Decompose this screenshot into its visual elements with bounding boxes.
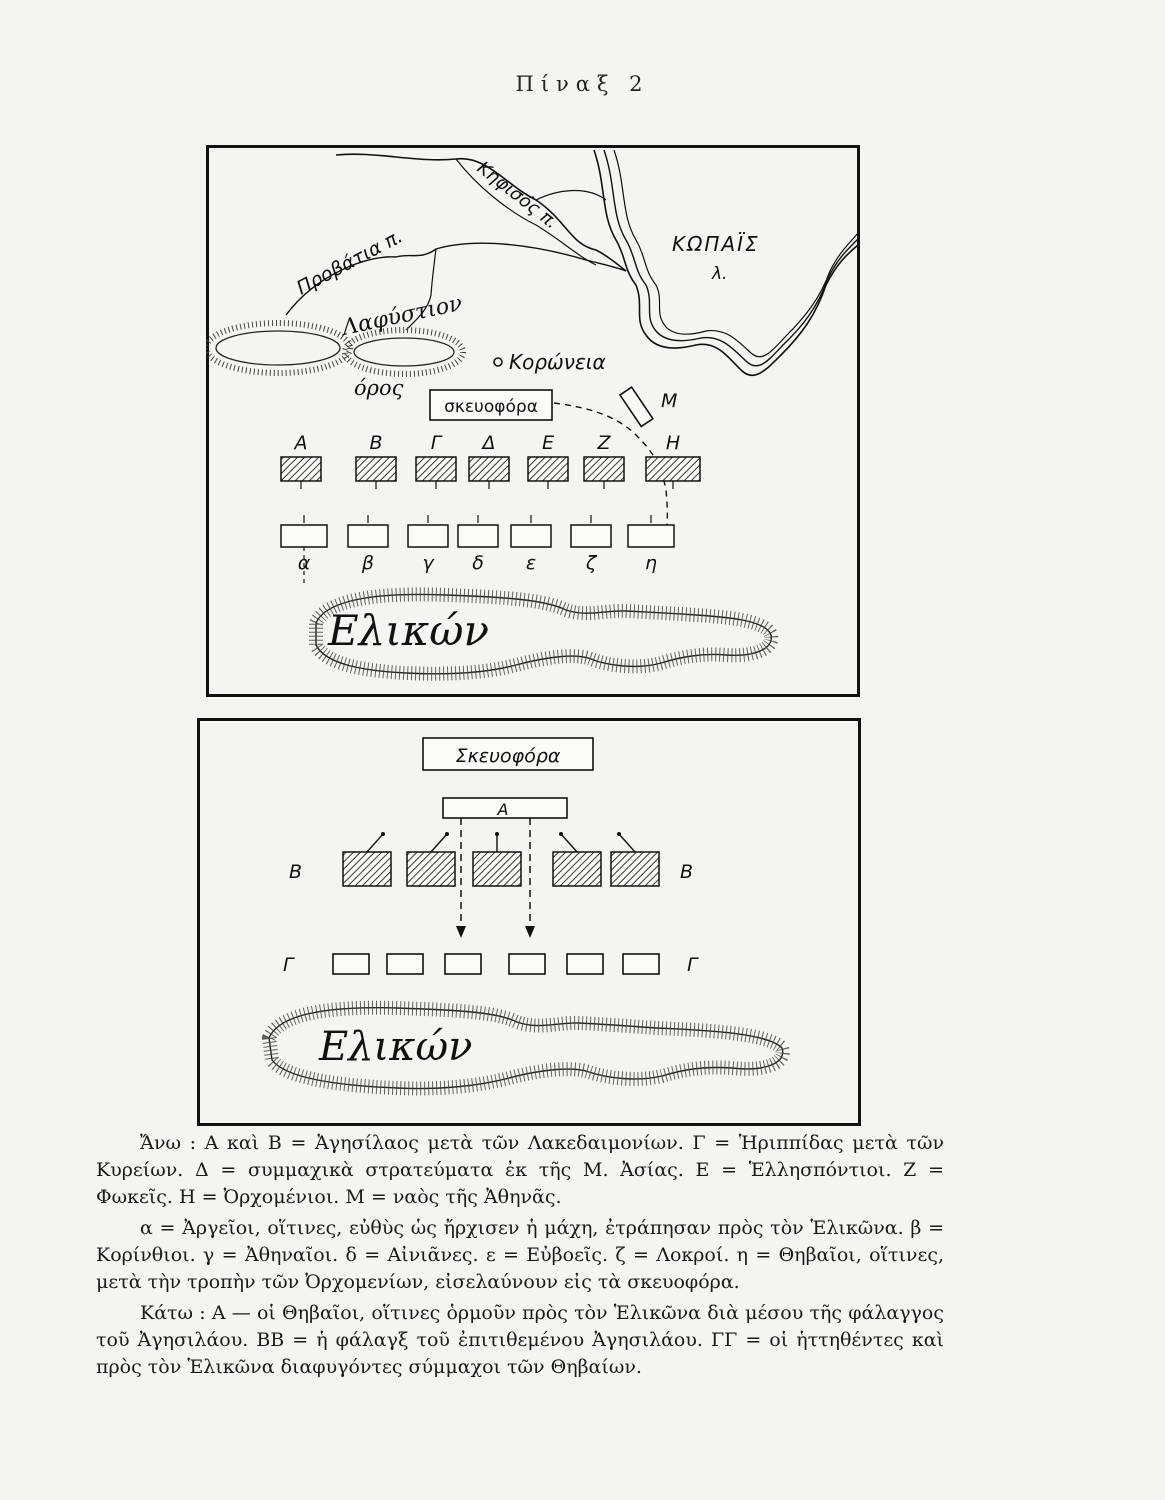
spartan-unit-Γ <box>416 457 456 481</box>
allied-unit-ε <box>511 525 551 547</box>
defeated-ally-unit <box>445 954 481 974</box>
phalanx-unit <box>611 852 659 886</box>
temple-marker <box>620 387 653 426</box>
baggage-label: σκευοφόρα <box>444 397 538 417</box>
phalanx-arrow-tip <box>559 832 563 836</box>
lafystion-label: Λαφύστιον <box>340 291 465 341</box>
allies-right-label: Γ <box>687 954 698 976</box>
flank-right-label: Β <box>680 861 694 883</box>
allies-left-label: Γ <box>283 954 294 976</box>
allied-label-α: α <box>297 552 311 574</box>
unit-label-Δ: Δ <box>482 432 496 454</box>
unit-label-Η: Η <box>665 432 681 454</box>
baggage-label-bottom: Σκευοφόρα <box>455 745 561 767</box>
phalanx-wheel-arrow <box>431 834 447 852</box>
spartan-unit-Β <box>356 457 396 481</box>
spartan-unit-Δ <box>469 457 509 481</box>
oros-label: όρος <box>354 376 404 400</box>
unit-label-Β: Β <box>369 432 383 454</box>
allied-label-η: η <box>644 552 658 574</box>
flank-left-label: Β <box>289 861 303 883</box>
allied-label-ζ: ζ <box>585 552 597 574</box>
lafystion-mountains <box>206 323 463 374</box>
phalanx-unit <box>553 852 601 886</box>
allied-unit-β <box>348 525 388 547</box>
phalanx-wheel-arrow <box>619 834 635 852</box>
provatia-label: Προβάτια π. <box>293 225 407 300</box>
phalanx-wheel-arrow <box>367 834 383 852</box>
kopais-label: ΚΩΠΑΪΣ <box>672 232 760 256</box>
unit-label-Ε: Ε <box>541 432 555 454</box>
spartan-unit-Ε <box>528 457 568 481</box>
helikon-label-bottom: Ελικών <box>319 1024 473 1070</box>
kopais-abbr: λ. <box>712 264 728 284</box>
bottom-battle-map <box>197 718 861 1126</box>
allied-unit-α <box>281 525 327 547</box>
kifisos-label: Κηφισός π. <box>472 157 562 234</box>
kopais-shore-middle <box>604 150 858 366</box>
caption-paragraph-top: Ἄνω : Α καὶ Β = Ἀγησίλαος μετὰ τῶν Λακεδαιμονίων. Γ = Ἡριππίδας μετὰ τῶν Κυρείων. Δ = συμμαχικὰ στρατεύματα ἐκ τῆς Μ. Ἀσίας. Ε = Ἑλλησπόντιοι. Ζ = Φωκεῖς. Η = Ὀρχομένιοι. Μ = ναὸς τῆς Ἀθηνᾶς. <box>96 1132 944 1208</box>
phalanx-unit <box>407 852 455 886</box>
allied-unit-ζ <box>571 525 611 547</box>
caption <box>96 1130 944 1385</box>
top-unit-rows <box>281 432 700 585</box>
phalanx-unit <box>343 852 391 886</box>
phalanx-wheel-arrow <box>561 834 577 852</box>
allied-label-γ: γ <box>422 552 434 574</box>
arrowhead-right <box>525 926 535 938</box>
defeated-ally-unit <box>623 954 659 974</box>
allies-row <box>333 954 659 974</box>
defeated-ally-unit <box>387 954 423 974</box>
phalanx-unit <box>473 852 521 886</box>
koroneia-marker <box>494 358 502 366</box>
kifisos-branch <box>536 191 606 200</box>
arrowhead-left <box>456 926 466 938</box>
spartan-unit-Α <box>281 457 321 481</box>
page-title: Πίναξ 2 <box>515 72 650 96</box>
kopais-shore-outer <box>594 150 858 375</box>
spartan-unit-Η <box>646 457 700 481</box>
map-frame <box>208 147 859 696</box>
caption-paragraph-bottom: Κάτω : Α — οἱ Θηβαῖοι, οἵτινες ὁρμοῦν πρὸς τὸν Ἑλικῶνα διὰ μέσου τῆς φάλαγγος τοῦ Ἀγησιλάου. ΒΒ = ἡ φάλαγξ τοῦ ἐπιτιθεμένου Ἀγησιλάου. ΓΓ = οἱ ἡττηθέντες καὶ πρὸς τὸν Ἑλικῶνα διαφυγόντες σύμμαχοι τῶν Θηβαίων. <box>96 1302 944 1378</box>
unit-label-Γ: Γ <box>430 432 442 454</box>
koroneia-label: Κορώνεια <box>509 350 606 374</box>
allied-unit-η <box>628 525 674 547</box>
unit-label-Α: Α <box>294 432 308 454</box>
top-battle-map <box>206 145 860 697</box>
defeated-ally-unit <box>509 954 545 974</box>
phalanx-arrow-tip <box>445 832 449 836</box>
spartan-unit-Ζ <box>584 457 624 481</box>
allied-label-ε: ε <box>525 552 537 574</box>
phalanx-arrow-tip <box>617 832 621 836</box>
phalanx-arrow-tip <box>381 832 385 836</box>
temple-label: Μ <box>661 390 678 412</box>
defeated-ally-unit <box>567 954 603 974</box>
defeated-ally-unit <box>333 954 369 974</box>
allied-unit-δ <box>458 525 498 547</box>
unit-label-Ζ: Ζ <box>597 432 611 454</box>
allied-unit-γ <box>408 525 448 547</box>
agesilaus-phalanx <box>343 832 659 886</box>
phalanx-arrow-tip <box>495 832 499 836</box>
helikon-label: Ελικών <box>328 606 490 655</box>
allied-label-δ: δ <box>472 552 484 574</box>
allied-label-β: β <box>361 552 375 574</box>
caption-paragraph-allies: α = Ἀργεῖοι, οἵτινες, εὐθὺς ὡς ἤρχισεν ἡ μάχη, ἐτράπησαν πρὸς τὸν Ἑλικῶνα. β = Κορίνθιοι. γ = Ἀθηναῖοι. δ = Αἰνιᾶνες. ε = Εὐβοεῖς. ζ = Λοκροί. η = Θηβαῖοι, οἵτινες, μετὰ τὴν τροπὴν τῶν Ὀρχομενίων, εἰσελαύνουν εἰς τὰ σκευοφόρα. <box>96 1217 944 1293</box>
theban-label: Α <box>497 800 509 819</box>
